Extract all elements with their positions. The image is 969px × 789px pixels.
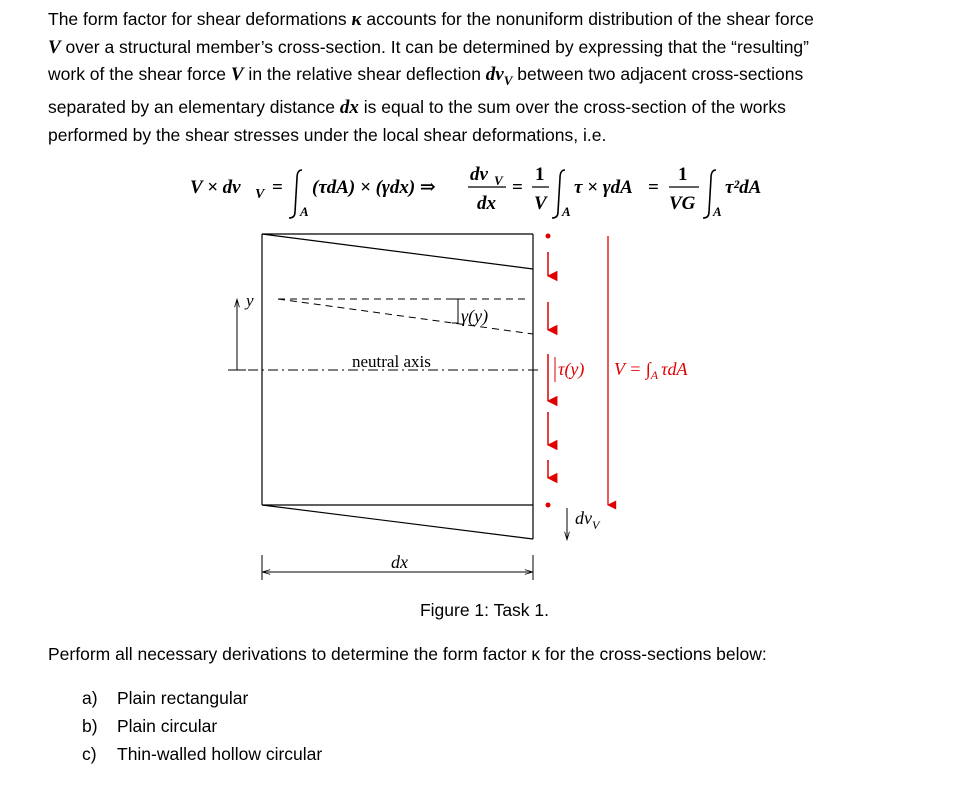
neutral-axis-label: neutral axis bbox=[352, 352, 431, 371]
task-statement bbox=[48, 641, 910, 669]
eq-equals-3: = bbox=[648, 177, 659, 198]
integral-2-sub: A bbox=[562, 204, 571, 219]
frac1-num: dv bbox=[470, 164, 488, 185]
list-marker: b) bbox=[82, 716, 98, 736]
frac3-den: VG bbox=[669, 193, 696, 214]
dv-label bbox=[575, 508, 601, 532]
list-marker: c) bbox=[82, 744, 97, 764]
eq-integrand-1: (τdA) × (γdx) ⇒ bbox=[312, 177, 436, 198]
dv-label-sub: V bbox=[592, 518, 600, 532]
cross-section-list bbox=[82, 684, 322, 768]
dx-label: dx bbox=[391, 552, 408, 572]
intro-line-5: performed by the shear stresses under the local shear deformations, i.e. bbox=[48, 124, 607, 145]
intro-line-3: work of the shear force V in the relative shear deflection $dv_V$ between two adjacent cross-sections bbox=[48, 64, 804, 88]
resultant-label-tail: τdA bbox=[661, 359, 688, 379]
frac1-num-sub: V bbox=[494, 173, 503, 188]
list-label: Plain circular bbox=[117, 716, 218, 736]
intro-line-2: V over a structural member’s cross-section. It can be determined by expressing that the “resulting” bbox=[48, 36, 809, 58]
eq-integrand-3: τ²dA bbox=[725, 177, 762, 198]
list-label: Thin-walled hollow circular bbox=[117, 744, 323, 764]
stress-top-dot bbox=[546, 234, 551, 239]
resultant-label bbox=[614, 359, 689, 382]
resultant-label-main: V = ∫ bbox=[614, 359, 651, 379]
intro-paragraph bbox=[48, 6, 910, 149]
task-text: Perform all necessary derivations to determine the form factor κ for the cross-sections below: bbox=[48, 644, 767, 664]
frac3-num: 1 bbox=[678, 164, 688, 185]
list-label: Plain rectangular bbox=[117, 688, 249, 708]
work-equation bbox=[0, 152, 969, 222]
gamma-label: γ(y) bbox=[461, 306, 489, 326]
deformed-bottom-edge bbox=[262, 505, 533, 539]
frac1-den: dx bbox=[477, 193, 496, 214]
list-marker: a) bbox=[82, 688, 98, 708]
shear-deformation-figure bbox=[0, 225, 969, 595]
integral-3-sub: A bbox=[713, 204, 722, 219]
intro-line-4: separated by an elementary distance dx is equal to the sum over the cross-section of the works bbox=[48, 97, 786, 119]
list-item bbox=[82, 740, 322, 768]
y-label: y bbox=[246, 291, 254, 310]
dv-label-main: dv bbox=[575, 508, 592, 528]
integral-1-sub: A bbox=[300, 204, 309, 219]
list-item bbox=[82, 712, 322, 740]
frac2-den: V bbox=[534, 193, 547, 214]
list-item bbox=[82, 684, 322, 712]
deformed-top-edge bbox=[262, 234, 533, 269]
intro-line-1: The form factor for shear deformations κ accounts for the nonuniform distribution of the shear force bbox=[48, 9, 814, 30]
eq-equals-1: = bbox=[272, 177, 283, 198]
gamma-bracket bbox=[452, 299, 458, 323]
eq-lhs-sub: V bbox=[255, 187, 265, 202]
tau-label: τ(y) bbox=[558, 359, 585, 379]
eq-lhs: V × dv bbox=[190, 177, 241, 198]
stress-bottom-dot bbox=[546, 503, 551, 508]
eq-integrand-2: τ × γdA bbox=[574, 177, 633, 198]
figure-caption: Figure 1: Task 1. bbox=[419, 600, 550, 620]
resultant-label-sub: A bbox=[650, 368, 659, 382]
frac2-num: 1 bbox=[535, 164, 545, 185]
fiber-deformed-line bbox=[278, 299, 533, 334]
eq-equals-2: = bbox=[512, 177, 523, 198]
